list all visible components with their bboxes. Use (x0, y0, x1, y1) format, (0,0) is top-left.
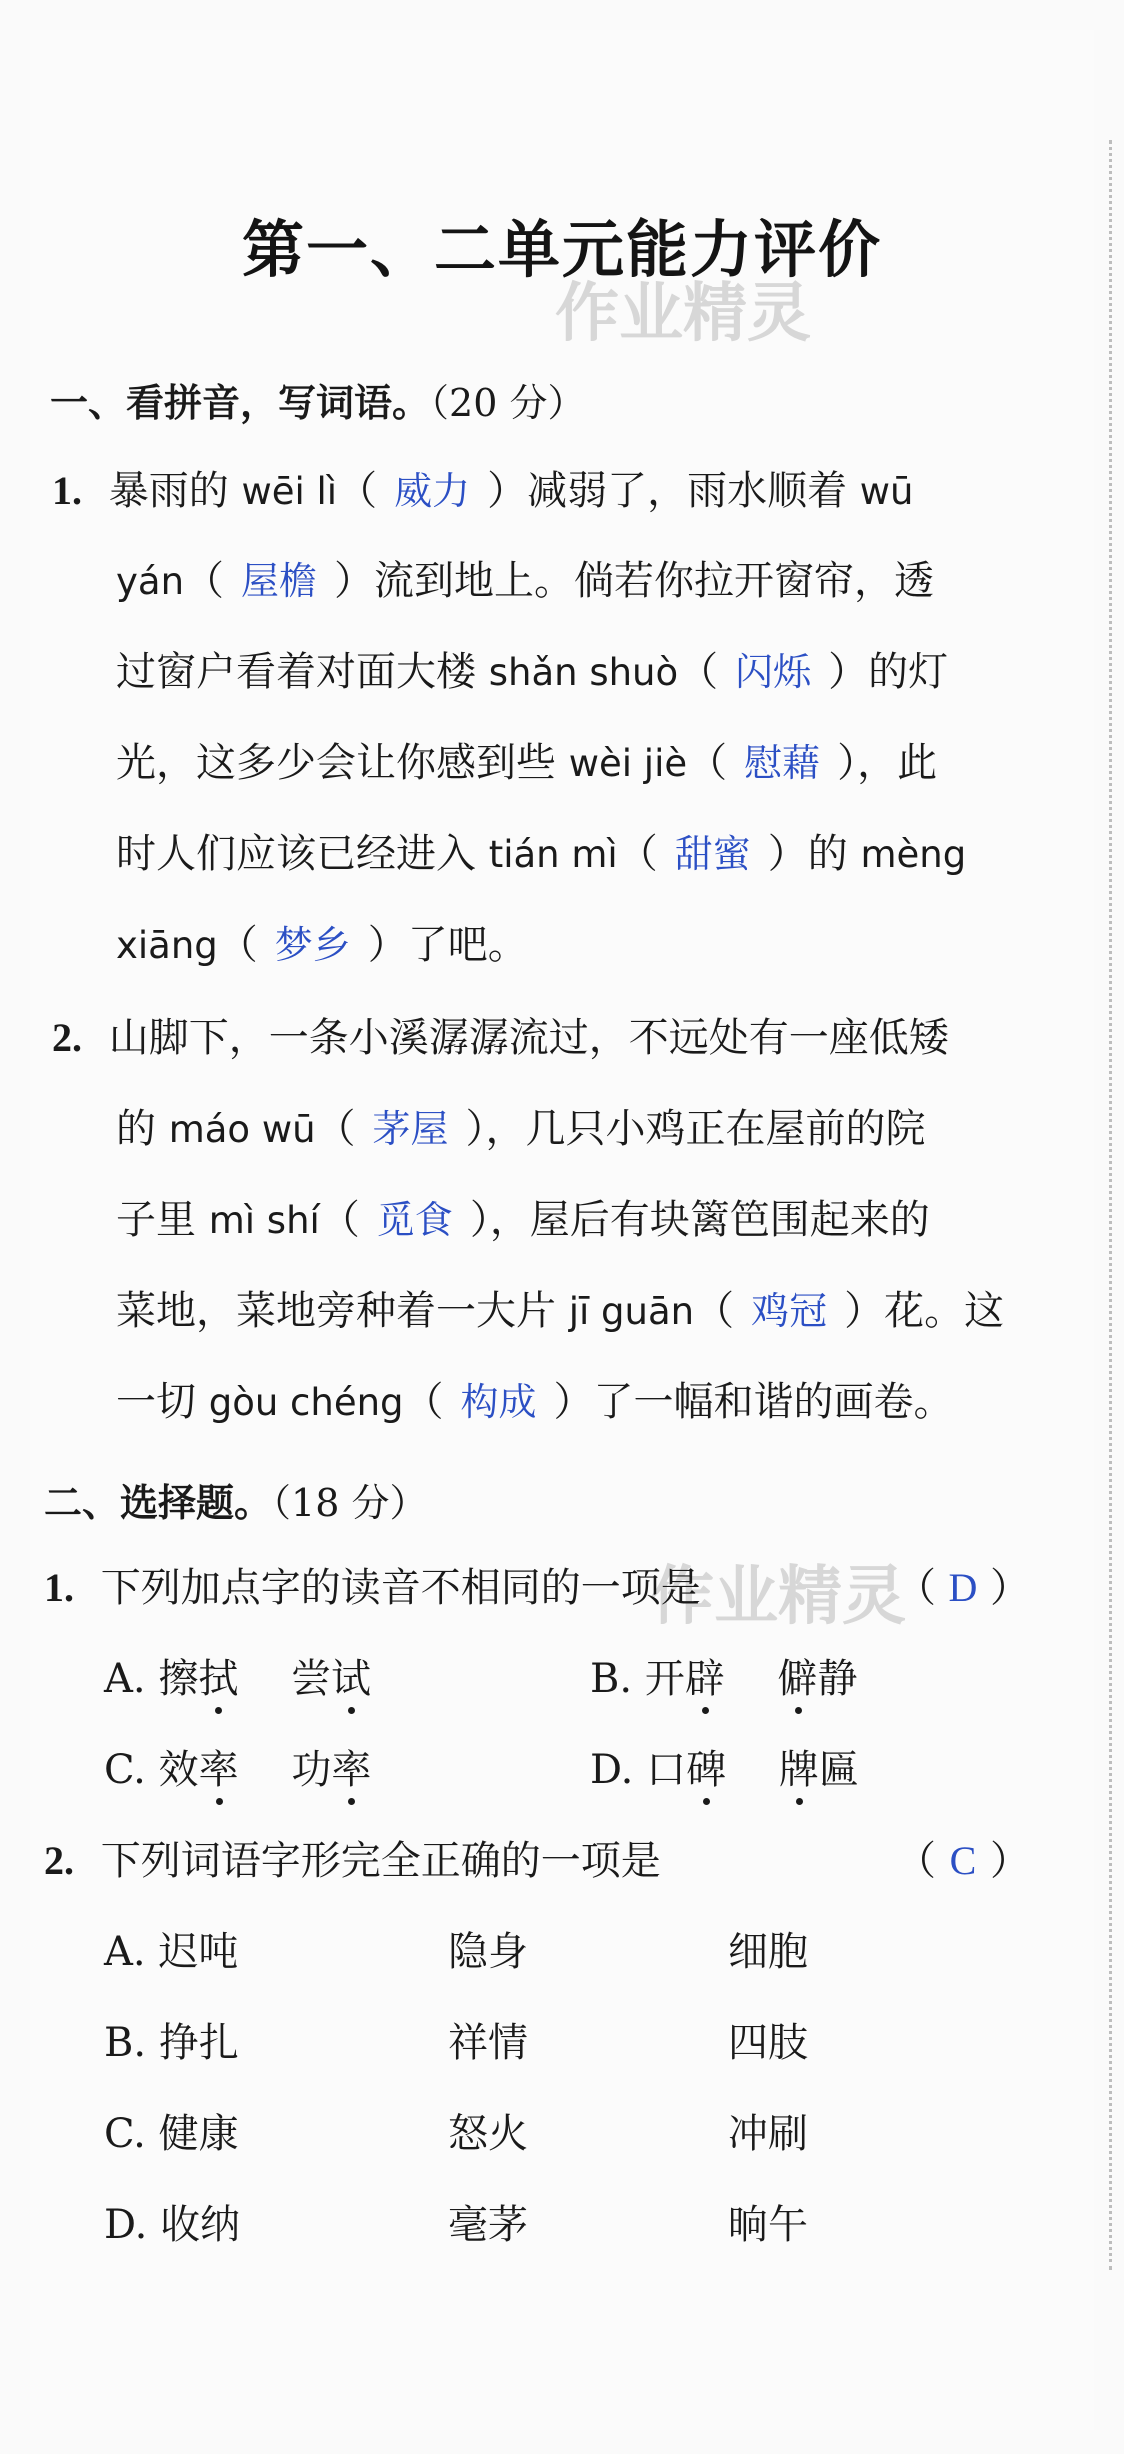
watermark: 作业精灵 (650, 1560, 906, 1634)
answer-field[interactable]: 屋檐 (241, 559, 318, 603)
option-word: 冲刷 (728, 2111, 808, 2157)
text: 子里 (116, 1197, 209, 1243)
paren: ） (990, 1565, 1030, 1611)
text: ，几只小鸡正在屋前的院 (485, 1106, 926, 1152)
question-number: 2. (52, 1015, 82, 1060)
paren: ） (767, 831, 808, 877)
paren: ） (367, 922, 408, 968)
text: 的 (807, 831, 861, 877)
s1-q1-line-3 (116, 647, 948, 698)
s2-q2-option-d[interactable] (104, 2200, 240, 2250)
paren: ） (469, 1197, 490, 1243)
option-word: 怒火 (448, 2111, 528, 2157)
text: 减弱了，雨水顺着 (527, 468, 860, 514)
dotted-char: 僻 (777, 1656, 818, 1702)
paren: （ (337, 468, 378, 514)
option-label: A. (104, 1656, 146, 1702)
text: 的 (116, 1106, 169, 1152)
paren: （ (617, 831, 658, 877)
text: 的灯 (868, 649, 949, 695)
section-1-title: 一、看拼音，写词语。 (50, 381, 431, 425)
option-word: 收纳 (160, 2202, 241, 2248)
paren: （ (678, 649, 719, 695)
paren: （ (315, 1106, 356, 1152)
option-word: 四肢 (728, 2020, 808, 2066)
s2-q2-answer-slot[interactable] (896, 1836, 1030, 1886)
dotted-char: 试 (331, 1656, 372, 1702)
pinyin: wèi jiè (568, 742, 688, 785)
text: 一切 (116, 1379, 209, 1425)
s1-q2-line-4 (116, 1286, 1004, 1337)
answer-field[interactable]: 茅屋 (372, 1107, 449, 1151)
s1-q1-line-5 (116, 829, 966, 880)
paren: ） (844, 1288, 885, 1334)
paren: ） (990, 1838, 1030, 1884)
section-2-title: 二、选择题。 (44, 1481, 273, 1525)
text: 过窗户看着对面大楼 (116, 649, 489, 695)
char: 擦 (158, 1656, 199, 1702)
option-label: A. (104, 1929, 146, 1975)
pinyin: tián mì (488, 833, 618, 876)
pinyin: mèng (860, 833, 967, 876)
s2-q2-option-a[interactable] (104, 1927, 238, 1977)
text: ，此 (857, 740, 938, 786)
option-word: 毫茅 (448, 2202, 528, 2248)
pinyin: wū (859, 470, 914, 513)
option-word: 挣扎 (158, 2020, 239, 2066)
section-2-points: （18 分） (272, 1481, 428, 1525)
watermark: 作业精灵 (555, 277, 811, 351)
s2-q1-option-c[interactable] (104, 1745, 371, 1795)
option-word: 晌午 (728, 2202, 808, 2248)
question-stem: 下列加点字的读音不相同的一项是 (100, 1565, 701, 1611)
text: 光，这多少会让你感到些 (116, 740, 569, 786)
pinyin: wēi lì (241, 470, 338, 513)
paren: （ (217, 922, 258, 968)
s1-q2-line-5 (116, 1377, 954, 1428)
option-label: B. (104, 2020, 147, 2066)
char: 口 (646, 1747, 687, 1793)
question-number: 1. (52, 468, 82, 513)
section-2-heading (44, 1472, 427, 1527)
s1-q2-line-3 (116, 1195, 930, 1246)
s2-q1-option-a[interactable] (104, 1654, 371, 1704)
paren: ） (553, 1379, 594, 1425)
answer-field[interactable]: 甜蜜 (674, 832, 751, 876)
section-1-heading (50, 372, 585, 427)
option-word: 隐身 (448, 1929, 528, 1975)
choice-answer[interactable]: D (948, 1565, 978, 1610)
pinyin: mì shí (208, 1199, 320, 1242)
s2-q1-option-b[interactable] (590, 1654, 858, 1704)
paren: ） (465, 1106, 486, 1152)
answer-field[interactable]: 闪烁 (735, 650, 812, 694)
text: 山脚下，一条小溪潺潺流过，不远处有一座低矮 (108, 1015, 949, 1061)
question-stem: 下列词语字形完全正确的一项是 (100, 1838, 661, 1884)
s1-q1-line-1 (52, 466, 914, 517)
pinyin: gòu chéng (208, 1381, 404, 1424)
s2-q2-option-b[interactable] (104, 2018, 239, 2068)
option-word: 祥情 (448, 2020, 528, 2066)
paren: ） (334, 558, 375, 604)
question-number: 2. (44, 1838, 74, 1883)
option-label: D. (590, 1747, 634, 1793)
text: 花。这 (884, 1288, 1005, 1334)
paren: （ (403, 1379, 444, 1425)
option-label: B. (590, 1656, 633, 1702)
dotted-char: 率 (198, 1747, 239, 1793)
option-label: D. (104, 2202, 148, 2248)
dotted-char: 辟 (684, 1656, 725, 1702)
paren: ） (837, 740, 858, 786)
pinyin: yán (116, 560, 185, 603)
question-number: 1. (44, 1565, 74, 1610)
s2-q2-option-c[interactable] (104, 2109, 239, 2159)
s2-q1-answer-slot[interactable] (896, 1563, 1030, 1613)
pinyin: jī guān (568, 1290, 695, 1333)
pinyin: máo wū (168, 1108, 316, 1151)
s1-q2-line-2 (116, 1104, 926, 1155)
char: 效 (158, 1747, 199, 1793)
char: 功 (291, 1747, 332, 1793)
answer-field[interactable]: 慰藉 (744, 741, 821, 785)
paren: ） (487, 468, 528, 514)
s1-q1-line-4 (116, 738, 937, 789)
s1-q1-line-6 (116, 920, 528, 971)
text: 菜地，菜地旁种着一大片 (116, 1288, 569, 1334)
section-1-points: （20 分） (430, 381, 586, 425)
paren: （ (896, 1565, 936, 1611)
s2-q1-option-d[interactable] (590, 1745, 859, 1795)
answer-field[interactable]: 鸡冠 (751, 1289, 828, 1333)
text: 流到地上。倘若你拉开窗帘，透 (374, 558, 935, 604)
paren: （ (694, 1288, 735, 1334)
text: 暴雨的 (108, 468, 242, 514)
char: 匾 (818, 1747, 859, 1793)
option-word: 健康 (158, 2111, 239, 2157)
answer-field[interactable]: 觅食 (376, 1198, 453, 1242)
option-word: 迟吨 (158, 1929, 239, 1975)
s2-q1-stem (44, 1563, 701, 1613)
option-word: 细胞 (728, 1929, 808, 1975)
option-label: C. (104, 2111, 146, 2157)
dotted-char: 率 (331, 1747, 372, 1793)
paren: （ (319, 1197, 360, 1243)
paren: （ (687, 740, 728, 786)
s2-q2-stem (44, 1836, 661, 1886)
text: ，屋后有块篱笆围起来的 (489, 1197, 930, 1243)
choice-answer[interactable]: C (949, 1838, 977, 1883)
paren: （ (896, 1838, 936, 1884)
pinyin: shǎn shuò (488, 651, 679, 694)
text: 了吧。 (407, 922, 528, 968)
text: 时人们应该已经进入 (116, 831, 489, 877)
s1-q2-line-1 (52, 1013, 949, 1063)
char: 开 (644, 1656, 685, 1702)
char: 静 (817, 1656, 858, 1702)
page-edge-divider (1109, 140, 1112, 2270)
s1-q1-line-2 (116, 556, 934, 607)
dotted-char: 碑 (686, 1747, 727, 1793)
text: 了一幅和谐的画卷。 (593, 1379, 954, 1425)
option-label: C. (104, 1747, 146, 1793)
answer-field[interactable]: 威力 (394, 469, 471, 513)
dotted-char: 牌 (778, 1747, 819, 1793)
pinyin: xiāng (116, 924, 218, 967)
dotted-char: 拭 (198, 1656, 239, 1702)
paren: ） (828, 649, 869, 695)
char: 尝 (291, 1656, 332, 1702)
answer-field[interactable]: 构成 (460, 1380, 537, 1424)
answer-field[interactable]: 梦乡 (274, 923, 351, 967)
paren: （ (184, 558, 225, 604)
page-title: 第一、二单元能力评价 (241, 213, 882, 286)
